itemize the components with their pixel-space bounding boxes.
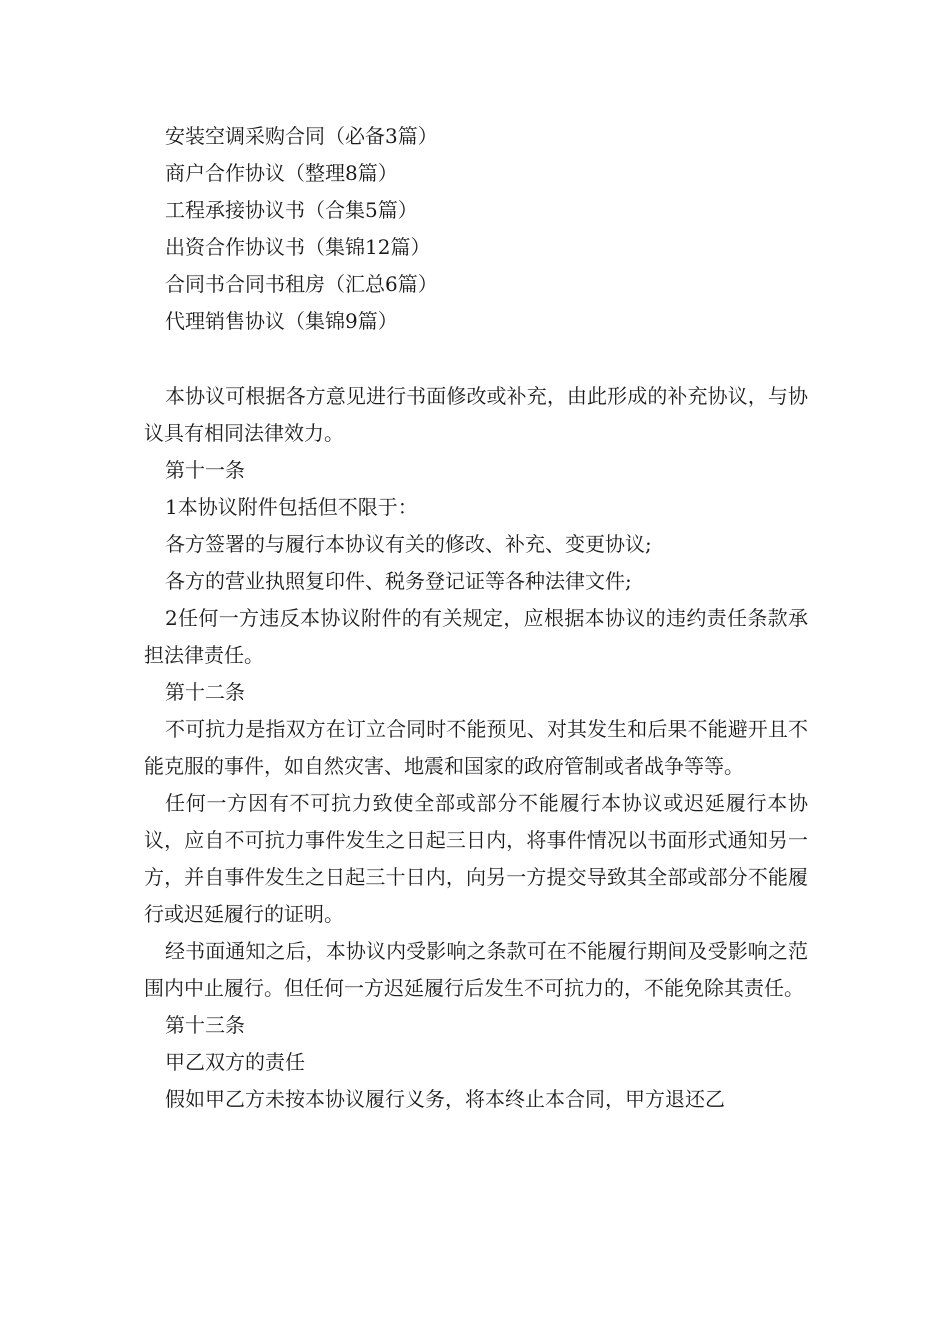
paragraph-force-majeure-suspension: 经书面通知之后，本协议内受影响之条款可在不能履行期间及受影响之范围内中止履行。但任何一方迟延履行后发生不可抗力的，不能免除其责任。 [144, 939, 808, 1000]
related-link-5[interactable]: 合同书合同书租房（汇总6篇） [165, 272, 438, 296]
paragraph-responsibilities-heading: 甲乙双方的责任 [165, 1050, 305, 1074]
article-13-heading: 第十三条 [165, 1013, 245, 1037]
paragraph-attachment-item-1: 各方签署的与履行本协议有关的修改、补充、变更协议; [165, 532, 652, 556]
article-11-heading: 第十一条 [165, 458, 245, 482]
related-link-6[interactable]: 代理销售协议（集锦9篇） [165, 309, 398, 333]
related-link-1[interactable]: 安装空调采购合同（必备3篇） [165, 124, 438, 148]
paragraph-attachment-breach: 2任何一方违反本协议附件的有关规定，应根据本协议的违约责任条款承担法律责任。 [144, 606, 808, 667]
paragraph-attachment-item-2: 各方的营业执照复印件、税务登记证等各种法律文件; [165, 569, 632, 593]
paragraph-force-majeure-definition: 不可抗力是指双方在订立合同时不能预见、对其发生和后果不能避开且不能克服的事件，如自然灾害、地震和国家的政府管制或者战争等等。 [144, 717, 808, 778]
paragraph-supplement: 本协议可根据各方意见进行书面修改或补充，由此形成的补充协议，与协议具有相同法律效力。 [144, 384, 808, 445]
related-link-3[interactable]: 工程承接协议书（合集5篇） [165, 198, 418, 222]
paragraph-responsibilities: 假如甲乙方未按本协议履行义务，将本终止本合同，甲方退还乙 [165, 1087, 725, 1111]
article-12-heading: 第十二条 [165, 680, 245, 704]
related-link-4[interactable]: 出资合作协议书（集锦12篇） [165, 235, 431, 259]
related-links-list [144, 118, 808, 340]
document-page [144, 118, 808, 1118]
related-link-2[interactable]: 商户合作协议（整理8篇） [165, 161, 398, 185]
document-body [144, 378, 808, 1118]
paragraph-attachments: 1本协议附件包括但不限于： [165, 495, 418, 519]
paragraph-force-majeure-notice: 任何一方因有不可抗力致使全部或部分不能履行本协议或迟延履行本协议，应自不可抗力事件发生之日起三日内，将事件情况以书面形式通知另一方，并自事件发生之日起三十日内，向另一方提交导致其全部或部分不能履行或迟延履行的证明。 [144, 791, 808, 926]
